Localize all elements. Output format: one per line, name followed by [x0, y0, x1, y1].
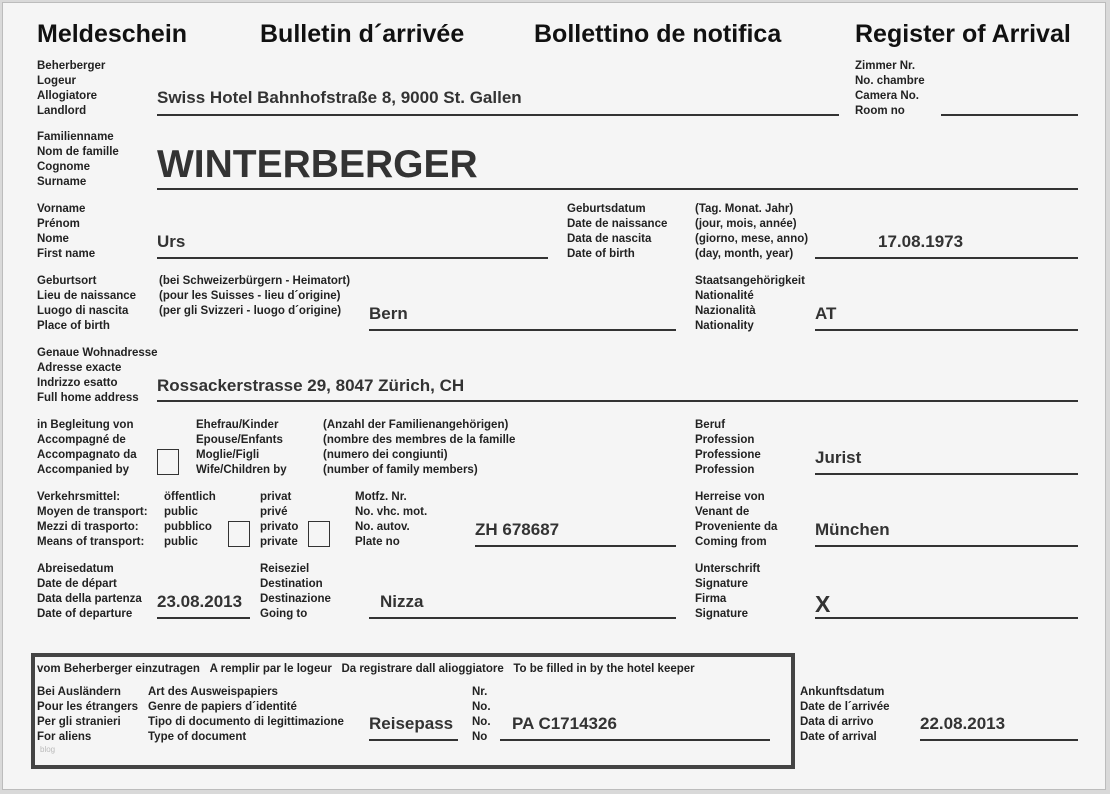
landlord-line — [157, 114, 839, 116]
destination-line — [369, 617, 676, 619]
birth-place-line — [369, 329, 676, 331]
first-name-line — [157, 257, 548, 259]
plate-label: Motfz. Nr. No. vhc. mot. No. autov. Plate no — [355, 491, 428, 548]
surname-field[interactable]: WINTERBERGER — [157, 143, 478, 186]
nationality-label: Staatsangehörigkeit Nationalité Nazionalità Nationality — [695, 275, 805, 332]
arrival-field[interactable]: 22.08.2013 — [920, 714, 1006, 733]
family-count-label: (Anzahl der Familienangehörigen) (nombre des membres de la famille (numero dei congiunti) (number of family members) — [323, 419, 516, 476]
heading-it: Bollettino de notifica — [534, 20, 782, 48]
landlord-label: Beherberger Logeur Allogiatore Landlord — [37, 60, 106, 117]
document-type-field[interactable]: Reisepass — [369, 714, 454, 733]
accompanied-checkbox[interactable] — [157, 449, 179, 475]
birth-date-line — [815, 257, 1078, 259]
address-label: Genaue Wohnadresse Adresse exacte Indrizzo esatto Full home address — [37, 347, 158, 404]
document-number-field[interactable]: PA C1714326 — [512, 714, 617, 733]
foreigners-label: Bei Ausländern Pour les étrangers Per gli stranieri For aliens — [37, 686, 138, 743]
departure-field[interactable]: 23.08.2013 — [157, 592, 243, 611]
heading-fr: Bulletin d´arrivée — [260, 20, 465, 48]
private-transport-checkbox[interactable] — [308, 521, 330, 547]
signature-field[interactable]: X — [815, 591, 831, 617]
birth-date-label: Geburtsdatum Date de naissance Data de nascita Date of birth — [567, 203, 668, 260]
arrival-line — [920, 739, 1078, 741]
destination-field[interactable]: Nizza — [380, 592, 424, 611]
document-number-line — [500, 739, 770, 741]
coming-from-field[interactable]: München — [815, 520, 890, 539]
transport-private-label: privat privé privato private — [260, 491, 299, 548]
public-transport-checkbox[interactable] — [228, 521, 250, 547]
transport-public-label: öffentlich public pubblico public — [164, 491, 216, 548]
departure-label: Abreisedatum Date de départ Data della partenza Date of departure — [37, 563, 142, 620]
birth-place-label: Geburtsort Lieu de naissance Luogo di nascita Place of birth — [37, 275, 137, 332]
landlord-field[interactable]: Swiss Hotel Bahnhofstraße 8, 9000 St. Gallen — [157, 88, 522, 107]
room-label: Zimmer Nr. No. chambre Camera No. Room no — [855, 60, 925, 117]
surname-label: Familienname Nom de famille Cognome Surname — [37, 131, 119, 188]
document-type-label: Art des Ausweispapiers Genre de papiers d´identité Tipo di documento di legittimazione Type of document — [148, 686, 344, 743]
first-name-field[interactable]: Urs — [157, 232, 186, 251]
first-name-label: Vorname Prénom Nome First name — [37, 203, 96, 260]
heading-de: Meldeschein — [37, 20, 188, 48]
birth-place-field[interactable]: Bern — [369, 304, 408, 323]
nationality-line — [815, 329, 1078, 331]
departure-line — [157, 617, 250, 619]
surname-line — [157, 188, 1078, 190]
document-number-label: Nr. No. No. No — [472, 686, 491, 743]
transport-label: Verkehrsmittel: Moyen de transport: Mezzi di trasporto: Means of transport: — [37, 491, 148, 548]
registration-form — [2, 2, 1106, 790]
birth-date-field[interactable]: 17.08.1973 — [878, 232, 964, 251]
profession-field[interactable]: Jurist — [815, 448, 862, 467]
address-field[interactable]: Rossackerstrasse 29, 8047 Zürich, CH — [157, 376, 465, 395]
arrival-label: Ankunftsdatum Date de l´arrivée Data di arrivo Date of arrival — [800, 686, 890, 743]
nationality-field[interactable]: AT — [815, 304, 837, 323]
spouse-children-label: Ehefrau/Kinder Epouse/Enfants Moglie/Figli Wife/Children by — [196, 419, 287, 476]
accompanied-label: in Begleitung von Accompagné de Accompagnato da Accompanied by — [37, 419, 137, 476]
plate-field[interactable]: ZH 678687 — [475, 520, 560, 539]
coming-from-label: Herreise von Venant de Proveniente da Coming from — [695, 491, 778, 548]
address-line — [157, 400, 1078, 402]
signature-line — [815, 617, 1078, 619]
watermark: blog — [40, 745, 56, 754]
room-line — [941, 114, 1078, 116]
signature-label: Unterschrift Signature Firma Signature — [695, 563, 761, 620]
destination-label: Reiseziel Destination Destinazione Going to — [260, 563, 331, 620]
plate-line — [475, 545, 676, 547]
hotel-keeper-header: vom Beherberger einzutragen A remplir par le logeur Da registrare dall alioggiatore To be filled in by the hotel keeper — [37, 663, 695, 675]
document-type-line — [369, 739, 458, 741]
birth-date-format: (Tag. Monat. Jahr) (jour, mois, année) (giorno, mese, anno) (day, month, year) — [695, 203, 809, 260]
birth-place-note: (bei Schweizerbürgern - Heimatort) (pour les Suisses - lieu d´origine) (per gli Svizzeri - luogo d´origine) — [159, 275, 351, 317]
heading-en: Register of Arrival — [855, 20, 1071, 48]
coming-from-line — [815, 545, 1078, 547]
profession-label: Beruf Profession Professione Profession — [695, 419, 761, 476]
profession-line — [815, 473, 1078, 475]
